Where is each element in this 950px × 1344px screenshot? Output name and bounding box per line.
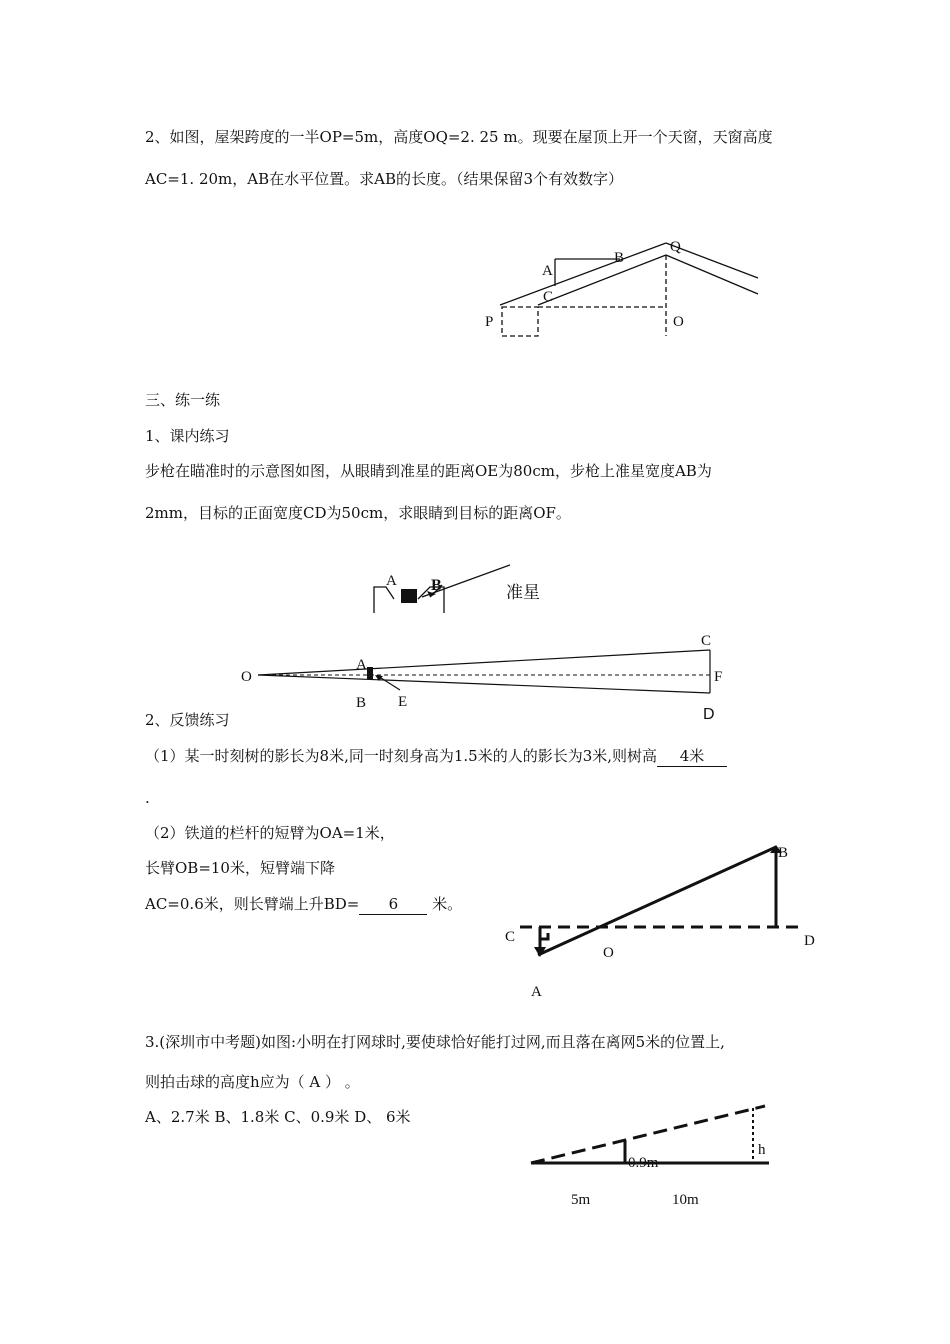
practice-1-line-1: 步枪在瞄准时的示意图如图，从眼睛到准星的距离OE为80cm，步枪上准星宽度AB为 (145, 462, 712, 480)
sight-label-zhunxing: 准星 (506, 583, 540, 603)
question-1-text: （1）某一时刻树的影长为8米,同一时刻身高为1.5米的人的影长为3米,则树高 (145, 747, 658, 765)
problem-3-line-1: 3.(深圳市中考题)如图:小明在打网球时,要使球恰好能打过网,而且落在离网5米的位置上, (145, 1033, 725, 1051)
rifle-label-o: O (241, 669, 252, 685)
tennis-label-h: h (758, 1142, 766, 1158)
sight-label-a: A (386, 573, 397, 589)
problem-3-line-2: 则拍击球的高度h应为（ A ） 。 (145, 1073, 360, 1091)
rifle-label-e: E (398, 694, 408, 710)
roof-label-o: O (673, 314, 684, 330)
subsection-2-title: 2、反馈练习 (145, 711, 230, 729)
question-2-answer: 6 (359, 894, 427, 915)
problem-3-options: A、2.7米 B、1.8米 C、0.9米 D、 6米 (145, 1108, 411, 1126)
question-1 (145, 746, 727, 767)
rifle-label-a: A (356, 657, 367, 673)
tennis-label-net-height: 0.9m (628, 1155, 659, 1171)
tennis-label-5m: 5m (571, 1192, 591, 1208)
problem-2-line-2: AC=1. 20m，AB在水平位置。求AB的长度。（结果保留3个有效数字） (145, 170, 624, 188)
rifle-label-b: B (356, 695, 367, 711)
rifle-aim-diagram (250, 640, 723, 720)
barrier-label-c: C (505, 929, 516, 945)
problem-2-line-1: 2、如图，屋架跨度的一半OP=5m，高度OQ=2. 25 m。现要在屋顶上开一个天窗，天窗高度 (145, 128, 773, 146)
question-1-end-dot: . (145, 789, 150, 807)
roof-label-c: C (543, 289, 554, 305)
question-2-unit: 米。 (432, 895, 463, 913)
rifle-label-c: C (701, 633, 712, 649)
roof-label-a: A (542, 263, 553, 279)
barrier-label-o: O (603, 945, 614, 961)
subsection-1-title: 1、课内练习 (145, 427, 230, 445)
roof-label-q: Q (670, 239, 681, 255)
rifle-label-f: F (714, 669, 723, 685)
rifle-label-d: D (703, 706, 715, 723)
question-2-text: AC=0.6米，则长臂端上升BD= (145, 895, 360, 913)
practice-1-line-2: 2mm，目标的正面宽度CD为50cm，求眼睛到目标的距离OF。 (145, 504, 571, 522)
question-1-answer: 4米 (657, 746, 727, 767)
tennis-label-10m: 10m (672, 1192, 699, 1208)
question-2-line-3 (145, 894, 462, 915)
question-2-line-2: 长臂OB=10米，短臂端下降 (145, 859, 335, 877)
sight-label-b: B (431, 577, 442, 594)
roof-diagram (470, 228, 780, 348)
section-3-title: 三、练一练 (145, 391, 221, 409)
barrier-label-d: D (804, 933, 815, 949)
roof-label-p: P (485, 314, 494, 330)
roof-label-b: B (614, 250, 625, 266)
question-2-line-1: （2）铁道的栏杆的短臂为OA=1米， (145, 824, 395, 842)
barrier-diagram (520, 835, 820, 965)
barrier-label-a: A (531, 984, 542, 1000)
barrier-label-b: B (778, 845, 789, 861)
